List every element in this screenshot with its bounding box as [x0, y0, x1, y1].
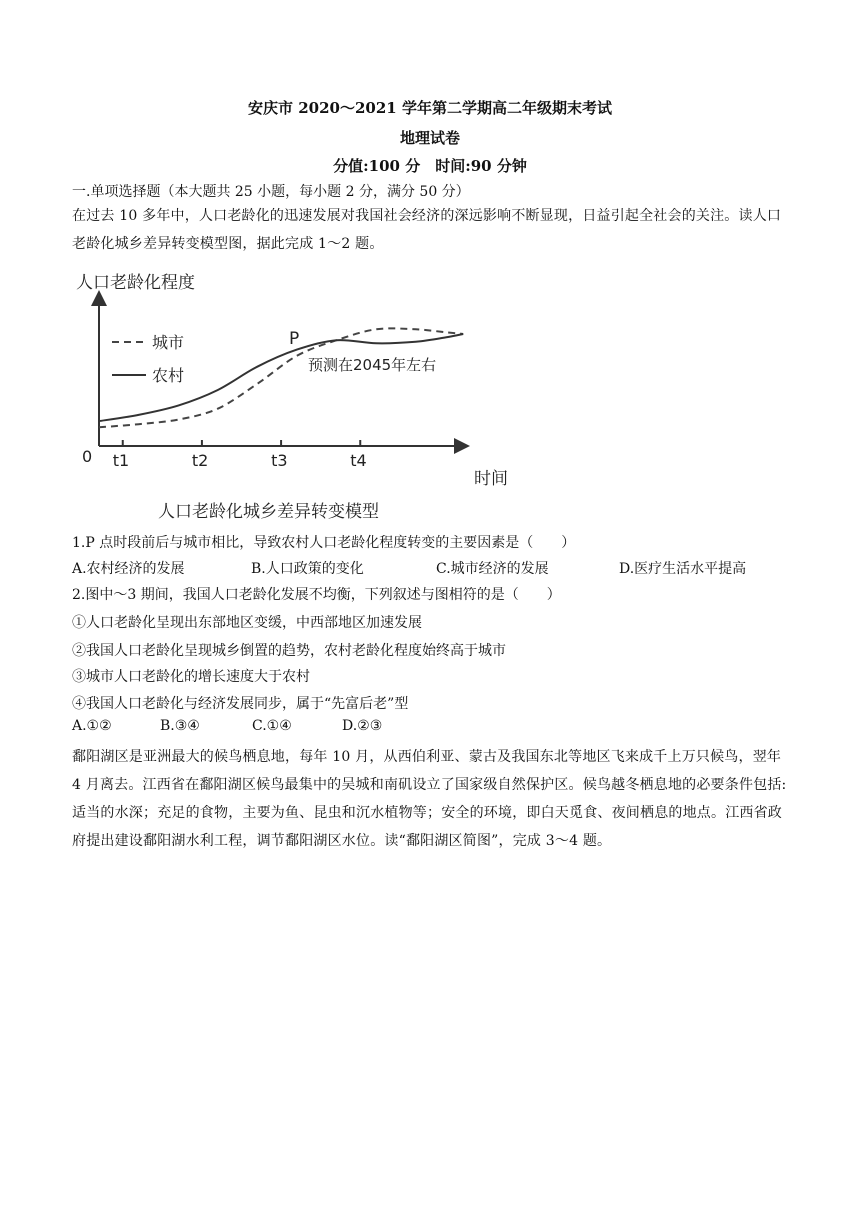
x-tick-label-t3: t3 [271, 451, 288, 470]
exam-title: 安庆市 2020～2021 学年第二学期高二年级期末考试 [248, 99, 612, 117]
q2-item-4: ④我国人口老龄化与经济发展同步，属于“先富后老”型 [72, 696, 409, 712]
x-ticks [113, 440, 367, 470]
q2-item-1: ①人口老龄化呈现出东部地区变缓，中西部地区加速发展 [72, 615, 422, 631]
q2-option-c[interactable]: C.①④ [252, 718, 292, 734]
intro-paragraph: 在过去 10 多年中，人口老龄化的迅速发展对我国社会经济的深远影响不断显现，日益引起全社会的关注。读人口老龄化城乡差异转变模型图，据此完成 1～2 题。 [72, 208, 782, 252]
legend-city-label: 城市 [152, 333, 185, 352]
q2-option-b[interactable]: B.③④ [160, 718, 200, 734]
q1-option-c[interactable]: C.城市经济的发展 [436, 561, 549, 577]
q2-option-a[interactable]: A.①② [72, 718, 112, 734]
x-tick-label-t2: t2 [191, 451, 209, 470]
q2-item-2: ②我国人口老龄化呈现城乡倒置的趋势，农村老龄化程度始终高于城市 [72, 643, 506, 659]
origin-label: 0 [82, 447, 93, 466]
q1-option-b[interactable]: B.人口政策的变化 [251, 561, 364, 577]
legend-rural-label: 农村 [152, 366, 185, 385]
aging-model-chart [70, 262, 530, 524]
poyang-passage: 鄱阳湖区是亚洲最大的候鸟栖息地，每年 10 月，从西伯利亚、蒙古及我国东北等地区飞来成千上万只候鸟，翌年 4 月离去。江西省在鄱阳湖区候鸟最集中的吴城和南矶设立了国家级自然保护区。候鸟越冬栖息地的必要条件包括:适当的水深；充足的食物，主要为鱼、昆虫和沉水植物等；安全的环境，即白天觅食、夜间栖息的地点。江西省政府提出建设鄱阳湖水利工程，调节鄱阳湖区水位。读“鄱阳湖区简图”，完成 3～4 题。 [72, 749, 787, 849]
exam-meta: 分值:100 分 时间:90 分钟 [333, 157, 527, 175]
x-tick-label-t4: t4 [350, 451, 367, 470]
x-axis-label: 时间 [474, 469, 508, 489]
forecast-annotation: 预测在2045年左右 [308, 356, 437, 374]
exam-subject: 地理试卷 [399, 129, 460, 147]
aging-model-svg [70, 262, 530, 524]
q1-option-d[interactable]: D.医疗生活水平提高 [619, 561, 747, 577]
chart-title: 人口老龄化城乡差异转变模型 [158, 502, 379, 522]
section-heading: 一.单项选择题（本大题共 25 小题，每小题 2 分，满分 50 分） [72, 184, 470, 200]
q2-stem: 2.图中～3 期间，我国人口老龄化发展不均衡，下列叙述与图相符的是（ ） [72, 587, 561, 603]
x-tick-label-t1: t1 [112, 451, 130, 470]
q2-option-d[interactable]: D.②③ [342, 718, 383, 734]
y-axis-label: 人口老龄化程度 [76, 273, 195, 293]
point-p-label: P [289, 329, 300, 349]
q1-option-a[interactable]: A.农村经济的发展 [72, 561, 185, 577]
q1-stem: 1.P 点时段前后与城市相比，导致农村人口老龄化程度转变的主要因素是（ ） [72, 535, 576, 551]
q2-item-3: ③城市人口老龄化的增长速度大于农村 [72, 669, 310, 685]
